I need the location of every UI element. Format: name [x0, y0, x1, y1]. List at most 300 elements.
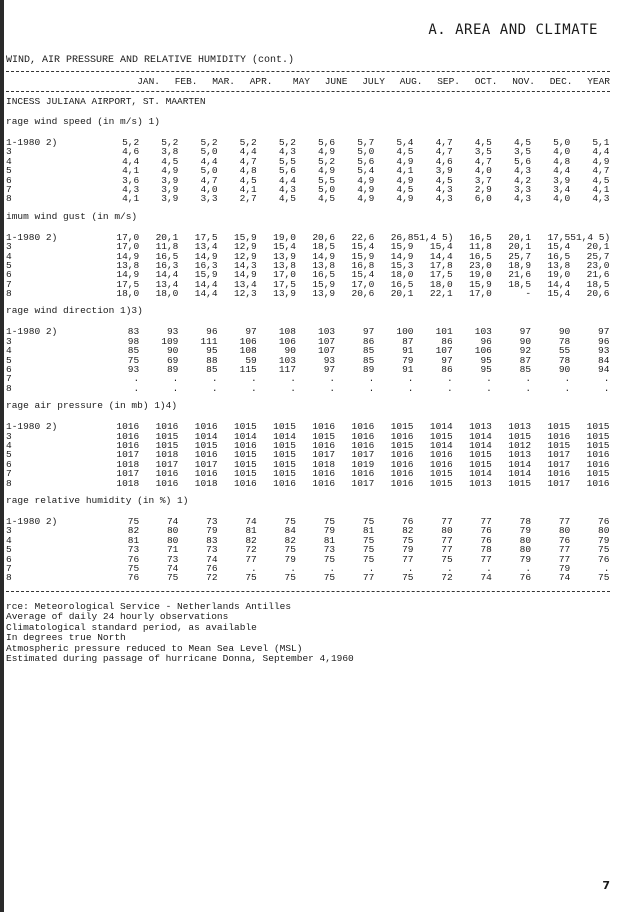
- table-cell: 4,0: [200, 183, 218, 195]
- table-cell: .: [603, 373, 610, 385]
- table-cell: 3,6: [122, 174, 140, 186]
- table-cell: 69: [166, 354, 179, 366]
- table-cell: 1015: [194, 439, 218, 451]
- table-cell: 75: [598, 544, 610, 556]
- row-label: 3: [6, 430, 12, 442]
- table-cell: 5,5: [278, 155, 296, 167]
- table-row: [6, 194, 610, 203]
- table-cell: 1016: [194, 468, 218, 480]
- table-cell: 3,3: [513, 183, 532, 195]
- table-cell: 77: [441, 515, 453, 527]
- table-cell: 16,3: [155, 259, 179, 271]
- footnote: rce: Meteorological Service - Netherlands Antilles: [6, 600, 292, 612]
- table-cell: 80: [166, 534, 179, 546]
- table-cell: 5,5: [318, 174, 336, 186]
- table-cell: 16,8: [351, 259, 375, 271]
- table-cell: 1015: [547, 421, 571, 433]
- table-cell: 106: [474, 345, 492, 357]
- table-cell: 97: [598, 326, 610, 338]
- table-cell: 72: [206, 572, 218, 584]
- table-cell: 1014: [273, 430, 296, 442]
- table-cell: 85: [362, 345, 375, 357]
- table-cell: 79: [323, 525, 336, 537]
- table-cell: 5,0: [200, 146, 218, 158]
- table-cell: 5,2: [278, 137, 296, 148]
- table-cell: 1015: [273, 421, 296, 433]
- table-cell: .: [603, 562, 610, 574]
- row-label: 3: [6, 241, 12, 253]
- row-label: 8: [6, 193, 12, 205]
- table-cell: 85: [362, 354, 375, 366]
- page-number: 7: [602, 879, 610, 892]
- table-cell: 1015: [273, 468, 296, 480]
- row-label: 5: [6, 449, 12, 461]
- table-cell: 76: [206, 562, 218, 574]
- table-cell: 1016: [194, 449, 218, 461]
- table-cell: 1016: [429, 458, 453, 470]
- table-cell: 79: [402, 354, 414, 366]
- table-cell: 1014: [194, 430, 218, 442]
- footnote: Climatological standard period, as available: [6, 621, 257, 633]
- table-cell: 4,9: [357, 174, 375, 186]
- table-cell: 12,3: [233, 288, 257, 300]
- table-cell: 1015: [586, 439, 610, 451]
- table-cell: .: [446, 382, 453, 394]
- month-header: NOV.: [512, 76, 535, 87]
- table-cell: 95: [480, 354, 492, 366]
- row-label: 6: [6, 458, 12, 470]
- table-cell: 73: [206, 515, 218, 527]
- table-cell: 4,1: [122, 165, 140, 177]
- table-cell: 19,0: [547, 269, 571, 281]
- table-cell: 1015: [429, 468, 453, 480]
- table-cell: 82: [127, 525, 140, 537]
- table-cell: 1015: [390, 421, 414, 433]
- table-cell: 75: [284, 515, 296, 527]
- row-label: 4: [6, 155, 12, 167]
- table-cell: 80: [519, 544, 532, 556]
- table-cell: 4,1: [239, 183, 257, 195]
- table-cell: 1016: [155, 421, 179, 433]
- table-cell: 73: [206, 544, 218, 556]
- row-label: 5: [6, 259, 12, 271]
- table-cell: 84: [284, 525, 296, 537]
- page-edge-shadow: [0, 0, 4, 912]
- table-cell: 11,8: [469, 241, 492, 253]
- table-cell: 77: [558, 515, 571, 527]
- table-cell: 14,9: [312, 250, 336, 262]
- table-cell: 4,2: [513, 174, 532, 186]
- table-cell: 80: [598, 525, 610, 537]
- month-header: MAY: [292, 76, 310, 87]
- data-block: [6, 115, 610, 204]
- table-cell: 1016: [547, 430, 571, 442]
- table-cell: 14,4: [155, 269, 179, 281]
- table-cell: 15,4: [429, 241, 453, 253]
- block-title: rage air pressure (in mb) 1)4): [6, 400, 178, 412]
- table-cell: 94: [598, 364, 610, 376]
- table-cell: .: [368, 382, 375, 394]
- table-cell: 4,9: [396, 155, 414, 167]
- table-cell: 1015: [586, 430, 610, 442]
- table-row: [6, 384, 610, 393]
- table-cell: 1014: [469, 439, 492, 451]
- table-cell: 4,4: [592, 146, 610, 158]
- table-cell: 73: [127, 544, 140, 556]
- table-cell: 91: [402, 345, 414, 357]
- table-cell: 1019: [351, 458, 375, 470]
- table-cell: 77: [441, 534, 453, 546]
- table-cell: 17,5: [273, 278, 296, 290]
- table-cell: 101: [435, 326, 453, 338]
- table-cell: 106: [278, 335, 296, 347]
- table-cell: 83: [127, 326, 140, 338]
- table-cell: 74: [558, 572, 571, 584]
- table-cell: 95: [206, 345, 218, 357]
- table-cell: 1015: [508, 430, 532, 442]
- table-cell: 1016: [390, 449, 414, 461]
- table-cell: 4,9: [396, 174, 414, 186]
- table-cell: 5,7: [357, 137, 375, 148]
- table-cell: 20,1: [586, 241, 610, 253]
- table-cell: 16,5: [469, 250, 492, 262]
- table-cell: 75: [166, 572, 179, 584]
- row-label: 7: [6, 278, 12, 290]
- table-cell: 4,5: [474, 137, 492, 148]
- table-cell: 1017: [116, 468, 140, 480]
- table-cell: 1015: [469, 458, 492, 470]
- row-label: 1-1980 2): [6, 137, 58, 148]
- table-cell: 1015: [233, 421, 257, 433]
- table-cell: 18,5: [312, 241, 336, 253]
- table-cell: .: [290, 382, 296, 394]
- table-cell: 73: [323, 544, 336, 556]
- footnote: Estimated during passage of hurricane Donna, September 4,1960: [6, 653, 354, 665]
- table-cell: 1015: [233, 468, 257, 480]
- table-cell: 5,1: [592, 137, 610, 148]
- table-cell: 79: [519, 553, 532, 565]
- table-cell: 19,0: [469, 269, 492, 281]
- table-cell: 78: [519, 515, 532, 527]
- table-cell: 13,8: [547, 259, 571, 271]
- table-cell: 17,8: [429, 259, 453, 271]
- table-cell: 103: [474, 326, 492, 338]
- table-cell: 79: [598, 534, 610, 546]
- table-cell: 1015: [586, 421, 610, 433]
- table-cell: 74: [206, 553, 218, 565]
- table-cell: 85: [519, 364, 532, 376]
- table-row: [6, 479, 610, 488]
- table-cell: 1017: [351, 477, 375, 489]
- table-cell: 71: [166, 544, 179, 556]
- table-cell: 93: [127, 364, 140, 376]
- table-cell: 3,5: [474, 146, 492, 158]
- table-cell: 15,9: [233, 231, 257, 243]
- table-cell: 12,9: [233, 241, 257, 253]
- row-label: 3: [6, 525, 12, 537]
- month-header: JAN.: [137, 76, 160, 87]
- table-cell: 97: [323, 364, 336, 376]
- table-cell: 4,1: [122, 193, 140, 205]
- table-cell: 1013: [469, 421, 492, 433]
- row-label: 6: [6, 364, 12, 376]
- row-label: 1-1980 2): [6, 326, 58, 338]
- table-cell: .: [251, 562, 257, 574]
- table-cell: 75: [284, 544, 296, 556]
- table-cell: 76: [402, 515, 414, 527]
- table-cell: .: [368, 373, 375, 385]
- table-cell: 106: [239, 335, 257, 347]
- table-cell: -: [525, 288, 532, 300]
- table-cell: 4,4: [239, 146, 257, 158]
- table-cell: 15,4: [273, 241, 296, 253]
- table-cell: 80: [441, 525, 453, 537]
- table-cell: 18,9: [508, 259, 532, 271]
- table-cell: 51,4 5): [413, 231, 454, 243]
- footnotes: [6, 602, 610, 665]
- table-cell: 13,4: [155, 278, 179, 290]
- table-cell: 1016: [312, 477, 336, 489]
- table-cell: 4,5: [396, 146, 414, 158]
- table-cell: 76: [598, 515, 610, 527]
- table-cell: 1017: [155, 458, 179, 470]
- table-cell: 79: [284, 553, 296, 565]
- table-cell: 4,9: [318, 165, 336, 177]
- table-cell: 82: [245, 534, 257, 546]
- table-cell: 1012: [508, 439, 532, 451]
- table-cell: 78: [558, 354, 571, 366]
- table-cell: 4,8: [239, 165, 257, 177]
- table-cell: 1014: [469, 430, 492, 442]
- table-cell: 75: [323, 572, 336, 584]
- table-cell: .: [486, 562, 492, 574]
- table-cell: 84: [598, 354, 610, 366]
- table-cell: 5,6: [278, 165, 296, 177]
- table-cell: 85: [127, 345, 140, 357]
- month-header: OCT.: [474, 76, 498, 87]
- table-cell: 1014: [233, 430, 257, 442]
- row-label: 8: [6, 288, 12, 300]
- table-cell: 14,9: [390, 250, 414, 262]
- table-cell: 25,7: [508, 250, 532, 262]
- table-cell: 4,9: [396, 193, 414, 205]
- table-cell: 20,1: [155, 231, 179, 243]
- table-cell: 1017: [547, 449, 571, 461]
- table-cell: 15,3: [390, 259, 414, 271]
- table-cell: 14,3: [233, 259, 257, 271]
- row-label: 1-1980 2): [6, 421, 58, 433]
- table-cell: 4,5: [435, 174, 453, 186]
- table-cell: .: [290, 562, 296, 574]
- table-cell: 13,9: [273, 250, 296, 262]
- table-cell: .: [133, 373, 140, 385]
- table-cell: 25,7: [586, 250, 610, 262]
- table-cell: .: [329, 382, 336, 394]
- table-cell: 76: [127, 553, 140, 565]
- table-cell: 86: [441, 335, 453, 347]
- table-cell: .: [172, 382, 179, 394]
- table-cell: 1015: [429, 477, 453, 489]
- table-cell: 15,4: [547, 241, 571, 253]
- table-cell: 109: [161, 335, 179, 347]
- table-cell: 75: [362, 515, 375, 527]
- table-cell: 91: [402, 364, 414, 376]
- table-cell: 83: [206, 534, 218, 546]
- table-cell: 15,4: [351, 269, 375, 281]
- table-cell: 2,9: [474, 183, 492, 195]
- table-cell: 111: [200, 335, 218, 347]
- table-cell: 3,4: [553, 183, 571, 195]
- table-cell: 93: [598, 345, 610, 357]
- table-cell: 1015: [547, 439, 571, 451]
- table-cell: .: [407, 373, 414, 385]
- table-body: [6, 115, 610, 583]
- table-cell: 22,1: [429, 288, 453, 300]
- table-cell: 78: [480, 544, 492, 556]
- table-cell: 85: [206, 364, 218, 376]
- row-label: 6: [6, 269, 12, 281]
- table-cell: 75: [441, 553, 453, 565]
- table-row: [6, 280, 610, 289]
- table-cell: 15,4: [351, 241, 375, 253]
- table-cell: 4,5: [396, 183, 414, 195]
- table-cell: 75: [127, 354, 140, 366]
- table-cell: 1016: [390, 430, 414, 442]
- table-cell: 1016: [586, 449, 610, 461]
- table-cell: 18,0: [429, 278, 453, 290]
- table-cell: 5,2: [161, 137, 179, 148]
- table-cell: 1014: [508, 458, 532, 470]
- table-cell: 1018: [116, 477, 140, 489]
- table-cell: 2,7: [239, 193, 257, 205]
- table-cell: 20,1: [508, 231, 532, 243]
- table-cell: 75: [245, 572, 257, 584]
- table-cell: 4,1: [592, 183, 610, 195]
- table-cell: 22,6: [351, 231, 375, 243]
- table-cell: 18,0: [116, 288, 140, 300]
- table-cell: 90: [519, 335, 532, 347]
- table-cell: 77: [362, 572, 375, 584]
- row-label: 6: [6, 174, 12, 186]
- table-cell: 26,8: [390, 231, 414, 243]
- table-cell: 75: [362, 553, 375, 565]
- table-cell: 96: [206, 326, 218, 338]
- table-cell: 97: [519, 326, 532, 338]
- table-cell: 21,6: [508, 269, 532, 281]
- table-cell: 76: [598, 553, 610, 565]
- table-cell: 81: [245, 525, 257, 537]
- table-cell: 17,5: [547, 231, 571, 243]
- table-cell: 89: [362, 364, 375, 376]
- table-cell: 15,9: [312, 278, 336, 290]
- table-cell: 81: [362, 525, 375, 537]
- table-cell: 1018: [155, 449, 179, 461]
- footnote: Atmospheric pressure reduced to Mean Sea Level (MSL): [6, 642, 303, 654]
- table-cell: 93: [323, 354, 336, 366]
- table-cell: 3,9: [161, 193, 179, 205]
- table-cell: 77: [480, 553, 492, 565]
- table-cell: 17,0: [116, 231, 140, 243]
- table-cell: 17,5: [116, 278, 140, 290]
- bottom-rule: [6, 591, 610, 592]
- table-cell: 75: [598, 572, 610, 584]
- row-label: 7: [6, 468, 12, 480]
- table-cell: .: [329, 562, 336, 574]
- table-cell: 82: [284, 534, 296, 546]
- table-cell: .: [251, 382, 257, 394]
- table-cell: 100: [396, 326, 414, 338]
- table-cell: 15,9: [390, 241, 414, 253]
- row-label: 8: [6, 477, 12, 489]
- table-cell: .: [603, 382, 610, 394]
- table-cell: 5,0: [200, 165, 218, 177]
- table-cell: 1017: [116, 449, 140, 461]
- table-cell: 87: [519, 354, 532, 366]
- month-header: FEB.: [174, 76, 198, 87]
- table-cell: 107: [318, 335, 336, 347]
- table-cell: 1016: [194, 421, 218, 433]
- table-cell: 80: [558, 525, 571, 537]
- table-row: [6, 555, 610, 564]
- table-cell: 74: [166, 515, 179, 527]
- table-cell: 5,0: [553, 137, 571, 148]
- table-cell: 19,0: [273, 231, 296, 243]
- table-cell: .: [172, 373, 179, 385]
- table-cell: 51,4 5): [570, 231, 611, 243]
- table-row: [6, 365, 610, 374]
- table-cell: .: [251, 373, 257, 385]
- block-title: rage wind direction 1)3): [6, 305, 143, 317]
- table-cell: .: [133, 382, 140, 394]
- table-cell: 3,9: [161, 183, 179, 195]
- data-block: [6, 210, 610, 299]
- table-cell: 4,7: [435, 137, 453, 148]
- table-cell: .: [525, 562, 532, 574]
- footnote: In degrees true North: [6, 632, 126, 644]
- table-cell: 1016: [312, 421, 336, 433]
- table-cell: 74: [245, 515, 257, 527]
- block-title: imum wind gust (in m/s): [6, 210, 138, 222]
- table-row: [6, 374, 610, 383]
- month-header: MAR.: [212, 76, 235, 87]
- table-cell: .: [486, 382, 492, 394]
- month-header: SEP.: [437, 76, 460, 87]
- month-header: YEAR: [587, 76, 610, 87]
- month-header: APR.: [249, 76, 273, 87]
- table-cell: 77: [245, 553, 257, 565]
- table-cell: 1014: [429, 439, 453, 451]
- table-cell: 13,8: [312, 259, 336, 271]
- table-cell: 4,7: [435, 146, 453, 158]
- table-cell: 14,9: [116, 269, 140, 281]
- table-cell: 93: [166, 326, 179, 338]
- table-cell: 18,5: [586, 278, 610, 290]
- block-title: rage relative humidity (in %) 1): [6, 494, 189, 506]
- table-cell: 97: [245, 326, 257, 338]
- table-cell: 1016: [390, 477, 414, 489]
- table-cell: 92: [519, 345, 532, 357]
- table-cell: 5,0: [357, 146, 375, 158]
- table-cell: 1015: [429, 430, 453, 442]
- table-cell: 4,6: [122, 146, 140, 158]
- table-cell: 108: [278, 326, 296, 338]
- table-cell: 20,6: [312, 231, 336, 243]
- footnote: Average of daily 24 hourly observations: [6, 611, 229, 623]
- table-cell: 90: [558, 326, 571, 338]
- table-cell: 4,0: [553, 193, 571, 205]
- table-cell: 4,3: [592, 193, 610, 205]
- table-cell: 76: [519, 572, 532, 584]
